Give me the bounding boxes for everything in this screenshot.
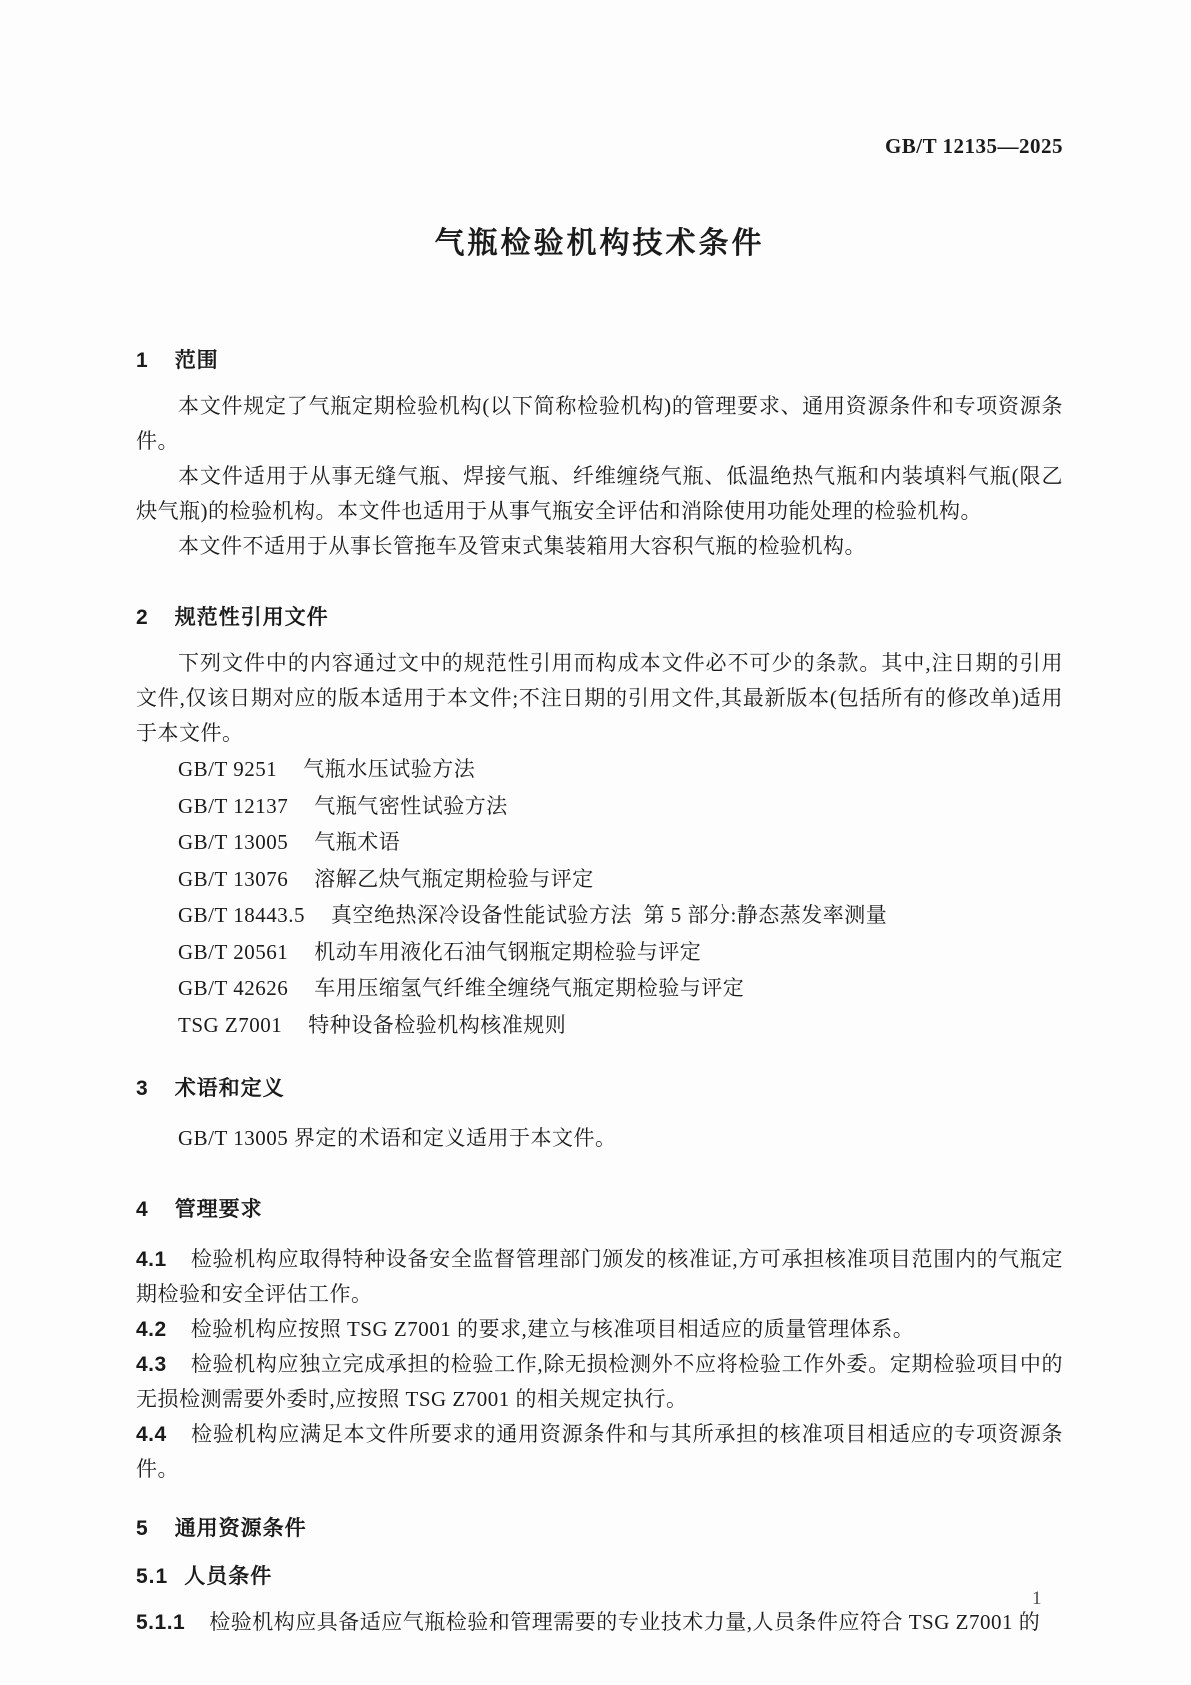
ref-title: 特种设备检验机构核准规则 — [308, 1012, 567, 1037]
doc-title: 气瓶检验机构技术条件 — [434, 227, 765, 260]
scope-paragraph-1: 本文件规定了气瓶定期检验机构(以下简称检验机构)的管理要求、通用资源条件和专项资源条件。 — [136, 394, 1063, 453]
clause-text: 检验机构应取得特种设备安全监督管理部门颁发的核准证,方可承担核准项目范围内的气瓶定期检验和安全评估工作。 — [136, 1247, 1063, 1306]
section-label: 规范性引用文件 — [174, 606, 329, 629]
clause-text: 检验机构应具备适应气瓶检验和管理需要的专业技术力量,人员条件应符合 TSG Z7001 的 — [209, 1610, 1041, 1634]
section-normative-refs-heading — [136, 600, 1063, 636]
ref-item — [136, 861, 1063, 898]
clause-item — [136, 1242, 1063, 1312]
ref-title: 气瓶气密性试验方法 — [314, 793, 508, 818]
ref-item — [136, 788, 1063, 825]
clause-number: 4.2 — [136, 1318, 167, 1341]
clause-item — [136, 1312, 1063, 1347]
section-label: 术语和定义 — [174, 1077, 285, 1100]
section-number: 3 — [136, 1077, 149, 1100]
section-number: 2 — [136, 606, 149, 629]
ref-title: 真空绝热深冷设备性能试验方法 第 5 部分:静态蒸发率测量 — [330, 903, 888, 927]
ref-code: GB/T 18443.5 — [178, 903, 305, 927]
clause-item — [136, 1605, 1063, 1640]
ref-code: GB/T 20561 — [178, 939, 289, 964]
normative-ref-list — [136, 751, 1063, 1043]
clause-text: 检验机构应满足本文件所要求的通用资源条件和与其所承担的核准项目相适应的专项资源条件。 — [136, 1422, 1063, 1481]
section-label: 范围 — [174, 349, 219, 372]
ref-title: 车用压缩氢气纤维全缠绕气瓶定期检验与评定 — [314, 976, 745, 1000]
section-management-heading — [136, 1192, 1063, 1228]
clause-text: 检验机构应按照 TSG Z7001 的要求,建立与核准项目相适应的质量管理体系。 — [190, 1317, 915, 1341]
scope-paragraph-3: 本文件不适用于从事长管拖车及管束式集装箱用大容积气瓶的检验机构。 — [178, 534, 866, 558]
ref-code: GB/T 12137 — [178, 793, 289, 818]
management-clauses — [136, 1242, 1063, 1487]
section-number: 5 — [136, 1517, 149, 1540]
clause-item — [136, 1417, 1063, 1487]
subsection-personnel-heading — [136, 1561, 1063, 1593]
section-label: 管理要求 — [174, 1198, 263, 1221]
ref-code: TSG Z7001 — [178, 1012, 283, 1037]
ref-item — [136, 970, 1063, 1007]
page-number: 1 — [1032, 1588, 1042, 1609]
ref-code: GB/T 13005 — [178, 830, 289, 854]
scope-paragraph-2: 本文件适用于从事无缝气瓶、焊接气瓶、纤维缠绕气瓶、低温绝热气瓶和内装填料气瓶(限乙炔气瓶)的检验机构。本文件也适用于从事气瓶安全评估和消除使用功能处理的检验机构。 — [136, 464, 1063, 523]
ref-code: GB/T 13076 — [178, 866, 289, 891]
subsection-label: 人员条件 — [184, 1565, 273, 1588]
section-number: 1 — [136, 349, 149, 372]
subsection-number: 5.1 — [136, 1565, 169, 1588]
ref-code: GB/T 42626 — [178, 976, 289, 1000]
clause-number: 4.3 — [136, 1353, 167, 1376]
normative-refs-intro: 下列文件中的内容通过文中的规范性引用而构成本文件必不可少的条款。其中,注日期的引用文件,仅该日期对应的版本适用于本文件;不注日期的引用文件,其最新版本(包括所有的修改单)适用于本文件。 — [136, 651, 1063, 745]
ref-code: GB/T 9251 — [178, 757, 278, 781]
clause-number: 4.4 — [136, 1423, 167, 1446]
section-label: 通用资源条件 — [174, 1517, 307, 1540]
clause-number: 4.1 — [136, 1248, 167, 1271]
ref-item — [136, 751, 1063, 788]
section-terms-heading — [136, 1071, 1063, 1107]
terms-paragraph: GB/T 13005 界定的术语和定义适用于本文件。 — [178, 1126, 617, 1150]
section-number: 4 — [136, 1198, 149, 1221]
ref-item — [136, 897, 1063, 934]
clause-text: 检验机构应独立完成承担的检验工作,除无损检测外不应将检验工作外委。定期检验项目中的无损检测需要外委时,应按照 TSG Z7001 的相关规定执行。 — [136, 1352, 1063, 1411]
ref-title: 机动车用液化石油气钢瓶定期检验与评定 — [314, 939, 702, 964]
ref-title: 气瓶水压试验方法 — [303, 757, 476, 781]
section-general-resources-heading — [136, 1511, 1063, 1547]
clause-item — [136, 1347, 1063, 1417]
doc-code: GB/T 12135—2025 — [884, 134, 1063, 158]
ref-title: 溶解乙炔气瓶定期检验与评定 — [314, 866, 594, 891]
section-scope-heading — [136, 343, 1063, 379]
ref-item — [136, 1007, 1063, 1044]
ref-item — [136, 824, 1063, 861]
clause-number: 5.1.1 — [136, 1611, 186, 1634]
ref-item — [136, 934, 1063, 971]
ref-title: 气瓶术语 — [314, 830, 401, 854]
doc-header — [136, 133, 1063, 159]
